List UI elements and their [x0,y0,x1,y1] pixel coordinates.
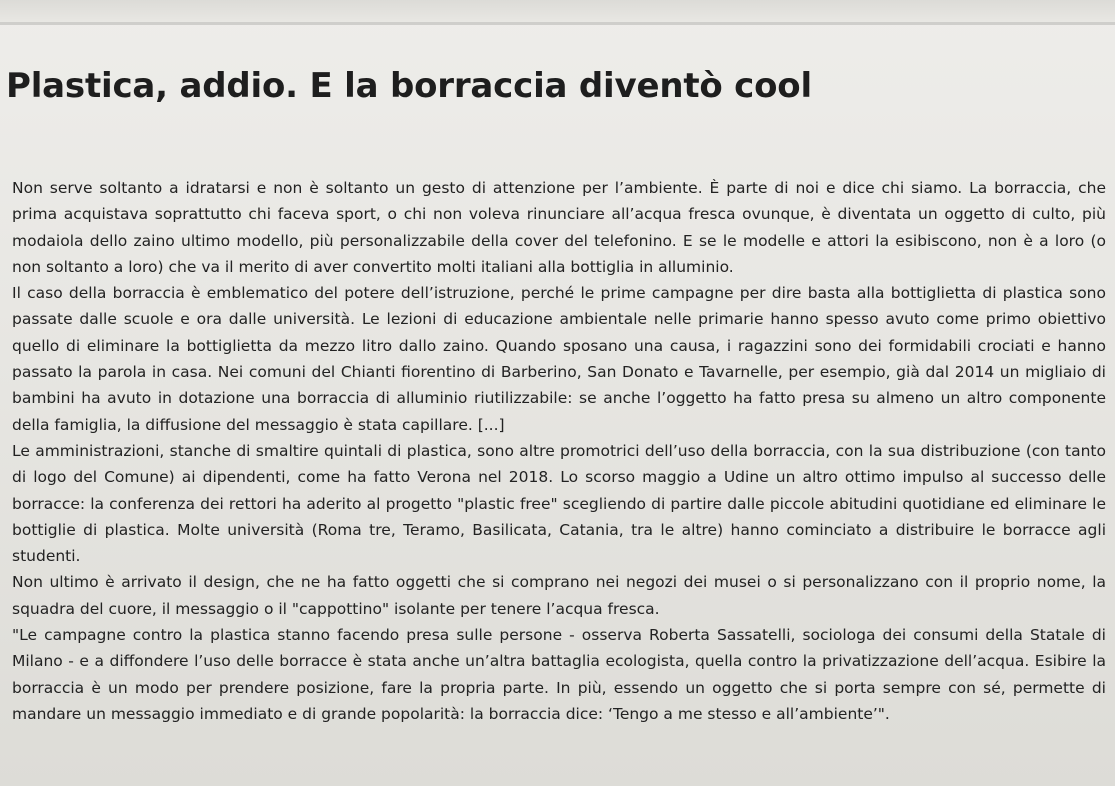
article-body [12,175,1106,727]
paragraph-1: Non serve soltanto a idratarsi e non è soltanto un gesto di attenzione per l’ambiente. È parte di noi e dice chi siamo. La borraccia, che prima acquistava soprattutto chi faceva sport, o chi non voleva rinunciare all’acqua fresca ovunque, è diventata un oggetto di culto, più modaiola dello zaino ultimo modello, più personalizzabile della cover del telefonino. E se le modelle e attori la esibiscono, non è a loro (o non soltanto a loro) che va il merito di aver convertito molti italiani alla bottiglia in alluminio. [12,179,1106,276]
article-title: Plastica, addio. E la borraccia diventò cool [6,66,812,106]
paragraph-5: "Le campagne contro la plastica stanno facendo presa sulle persone - osserva Roberta Sassatelli, sociologa dei consumi della Statale di Milano - e a diffondere l’uso delle borracce è stata anche un’altra battaglia ecologista, quella contro la privatizzazione dell’acqua. Esibire la borraccia è un modo per prendere posizione, fare la propria parte. In più, essendo un oggetto che si porta sempre con sé, permette di mandare un messaggio immediato e di grande popolarità: la borraccia dice: ‘Tengo a me stesso e all’ambiente’". [12,626,1106,723]
paragraph-4: Non ultimo è arrivato il design, che ne ha fatto oggetti che si comprano nei negozi dei musei o si personalizzano con il proprio nome, la squadra del cuore, il messaggio o il "cappottino" isolante per tenere l’acqua fresca. [12,573,1106,618]
paragraph-3: Le amministrazioni, stanche di smaltire quintali di plastica, sono altre promotrici dell’uso della borraccia, con la sua distribuzione (con tanto di logo del Comune) ai dipendenti, come ha fatto Verona nel 2018. Lo scorso maggio a Udine un altro ottimo impulso al successo delle borracce: la conferenza dei rettori ha aderito al progetto "plastic free" scegliendo di partire dalle piccole abitudini quotidiane ed eliminare le bottiglie di plastica. Molte università (Roma tre, Teramo, Basilicata, Catania, tra le altre) hanno cominciato a distribuire le borracce agli studenti. [12,441,1106,566]
page-top-edge [0,0,1115,22]
paragraph-2: Il caso della borraccia è emblematico del potere dell’istruzione, perché le prime campagne per dire basta alla bottiglietta di plastica sono passate dalle scuole e ora dalle università. Le lezioni di educazione ambientale nelle primarie hanno spesso avuto come primo obiettivo quello di eliminare la bottiglietta da mezzo litro dallo zaino. Quando sposano una causa, i ragazzini sono dei formidabili crociati e hanno passato la parola in casa. Nei comuni del Chianti fiorentino di Barberino, San Donato e Tavarnelle, per esempio, già dal 2014 un migliaio di bambini ha avuto in dotazione una borraccia di alluminio riutilizzabile: se anche l’oggetto ha fatto presa su almeno un altro componente della famiglia, la diffusione del messaggio è stata capillare. [...] [12,284,1106,434]
page-divider [0,22,1115,25]
